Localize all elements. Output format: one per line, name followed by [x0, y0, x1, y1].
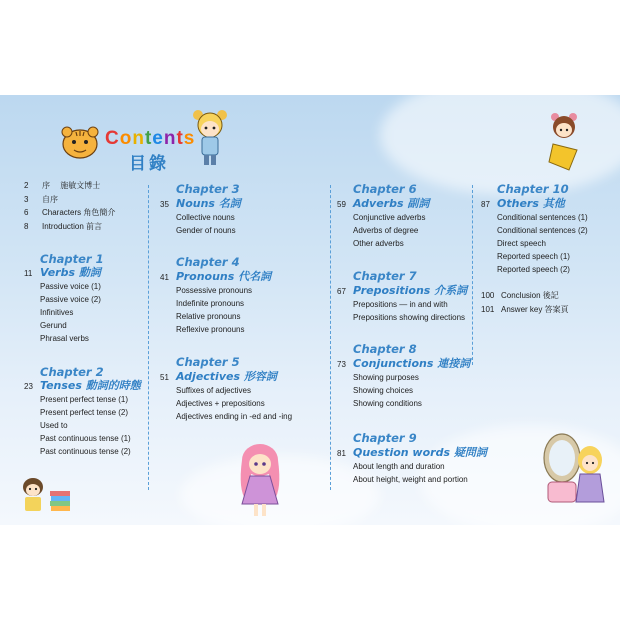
title-letter: t [176, 128, 184, 149]
page-number: 59 [337, 200, 346, 209]
topic-item[interactable]: Relative pronouns [176, 312, 241, 321]
chapter-7-heading: Chapter 7 [353, 269, 417, 283]
column-divider [330, 185, 331, 490]
chapter-title: Others 其他 [497, 197, 565, 210]
page-number: 101 [481, 304, 495, 314]
contents-page [0, 95, 620, 525]
chapter-7[interactable] [337, 282, 467, 324]
title-letter: s [183, 128, 196, 149]
chapter-8[interactable] [337, 355, 470, 410]
topic-item[interactable]: Adverbs of degree [353, 226, 419, 235]
topic-item[interactable]: Prepositions showing directions [353, 313, 466, 322]
chapter-2[interactable] [24, 377, 141, 458]
page-number: 3 [24, 194, 29, 204]
page-number: 6 [24, 208, 29, 217]
intro-item-label: Characters 角色簡介 [42, 208, 116, 217]
topic-item[interactable]: Possessive pronouns [176, 286, 253, 295]
chapter-title: Adjectives 形容詞 [176, 370, 277, 383]
chapter-5-heading: Chapter 5 [176, 355, 240, 369]
column-divider [148, 185, 149, 490]
chapter-6[interactable] [337, 195, 429, 250]
back-matter-item[interactable] [481, 289, 569, 303]
title-letter: o [119, 128, 133, 149]
topic-item[interactable]: Showing conditions [353, 399, 422, 408]
intro-item[interactable] [24, 220, 115, 234]
topic-item[interactable]: Showing choices [353, 386, 414, 395]
chapter-10[interactable] [481, 195, 588, 276]
chapter-title: Conjunctions 連接詞 [353, 357, 471, 370]
chapter-8-heading: Chapter 8 [353, 342, 417, 356]
page-number: 87 [481, 200, 490, 209]
contents-title [105, 128, 195, 150]
chapter-title: Nouns 名詞 [176, 197, 241, 210]
page-number: 67 [337, 287, 346, 296]
chapter-title: Question words 疑問詞 [353, 446, 487, 459]
topic-item[interactable]: Passive voice (2) [40, 295, 101, 304]
topic-item[interactable]: Conditional sentences (2) [497, 226, 588, 235]
chapter-title: Adverbs 副詞 [353, 197, 430, 210]
princess-with-mirror-character-icon [540, 430, 608, 510]
back-matter-label: Conclusion 後記 [501, 291, 559, 300]
intro-item-label: Introduction 前言 [42, 221, 103, 231]
topic-item[interactable]: Prepositions — in and with [353, 300, 448, 309]
topic-item[interactable]: Gender of nouns [176, 226, 236, 235]
topic-item[interactable]: Gerund [40, 321, 67, 330]
page-number: 73 [337, 360, 346, 369]
chapter-4[interactable] [160, 268, 271, 336]
intro-item[interactable] [24, 193, 115, 207]
pink-haired-girl-character-icon [232, 440, 288, 522]
chapter-1-heading: Chapter 1 [40, 252, 104, 266]
topic-item[interactable]: About height, weight and portion [353, 475, 468, 484]
title-letter: e [152, 128, 164, 149]
chapter-title: Verbs 動詞 [40, 266, 101, 279]
intro-item[interactable] [24, 179, 115, 193]
page-number: 11 [24, 269, 33, 278]
topic-item[interactable]: Suffixes of adjectives [176, 386, 252, 395]
topic-item[interactable]: Reported speech (1) [497, 252, 570, 261]
chapter-5[interactable] [160, 368, 292, 423]
chapter-title: Prepositions 介系詞 [353, 284, 468, 297]
back-matter-list [481, 289, 569, 316]
intro-item-label: 自序 [42, 194, 58, 204]
intro-list [24, 179, 115, 233]
topic-item[interactable]: Conjunctive adverbs [353, 213, 426, 222]
topic-item[interactable]: Adjectives ending in -ed and -ing [176, 412, 293, 421]
tiger-character-icon [60, 125, 100, 161]
topic-item[interactable]: Past continuous tense (2) [40, 447, 131, 456]
page-number: 35 [160, 200, 169, 209]
topic-item[interactable]: Direct speech [497, 239, 546, 248]
contents-subtitle-chinese: 目錄 [129, 154, 169, 173]
chapter-title: Pronouns 代名詞 [176, 270, 272, 283]
title-letter: t [144, 128, 153, 149]
page-number: 81 [337, 449, 346, 458]
page-number: 100 [481, 291, 495, 300]
title-letter: C [105, 128, 120, 149]
topic-item[interactable]: Reported speech (2) [497, 265, 570, 274]
column-divider [472, 185, 473, 365]
page-number: 41 [160, 273, 169, 282]
chapter-3[interactable] [160, 195, 241, 237]
chapter-title: Tenses 動詞的時態 [40, 379, 141, 392]
chapter-9-heading: Chapter 9 [353, 431, 417, 445]
topic-item[interactable]: Conditional sentences (1) [497, 213, 588, 222]
girl-with-sign-character-icon [545, 110, 585, 172]
topic-item[interactable]: Other adverbs [353, 239, 404, 248]
topic-item[interactable]: Present perfect tense (1) [40, 395, 129, 404]
topic-item[interactable]: Past continuous tense (1) [40, 434, 131, 443]
chapter-3-heading: Chapter 3 [176, 182, 240, 196]
chapter-2-heading: Chapter 2 [40, 365, 104, 379]
page-number: 51 [160, 373, 169, 382]
back-matter-item[interactable] [481, 303, 569, 317]
title-letter: n [132, 128, 145, 149]
topic-item[interactable]: Infinitives [40, 308, 74, 317]
topic-item[interactable]: Adjectives + prepositions [176, 399, 265, 408]
chapter-10-heading: Chapter 10 [497, 182, 569, 196]
chapter-9[interactable] [337, 444, 487, 486]
kid-with-books-character-icon [18, 475, 74, 515]
chapter-1[interactable] [24, 264, 101, 345]
chapter-6-heading: Chapter 6 [353, 182, 417, 196]
boy-character-icon [190, 107, 230, 169]
back-matter-label: Answer key 答案頁 [501, 304, 569, 314]
topic-item[interactable]: Present perfect tense (2) [40, 408, 129, 417]
topic-item[interactable]: Indefinite pronouns [176, 299, 245, 308]
title-letter: n [163, 128, 177, 149]
topic-item[interactable]: Showing purposes [353, 373, 419, 382]
intro-item[interactable] [24, 206, 115, 220]
topic-item[interactable]: About length and duration [353, 462, 445, 471]
page-number: 2 [24, 181, 29, 190]
topic-item[interactable]: Used to [40, 421, 68, 430]
intro-item-label: 序 施敏文博士 [42, 181, 101, 190]
topic-item[interactable]: Passive voice (1) [40, 282, 101, 291]
chapter-4-heading: Chapter 4 [176, 255, 240, 269]
page-number: 23 [24, 382, 33, 391]
topic-item[interactable]: Reflexive pronouns [176, 325, 245, 334]
topic-item[interactable]: Phrasal verbs [40, 334, 89, 343]
topic-item[interactable]: Collective nouns [176, 213, 235, 222]
page-number: 8 [24, 221, 29, 231]
